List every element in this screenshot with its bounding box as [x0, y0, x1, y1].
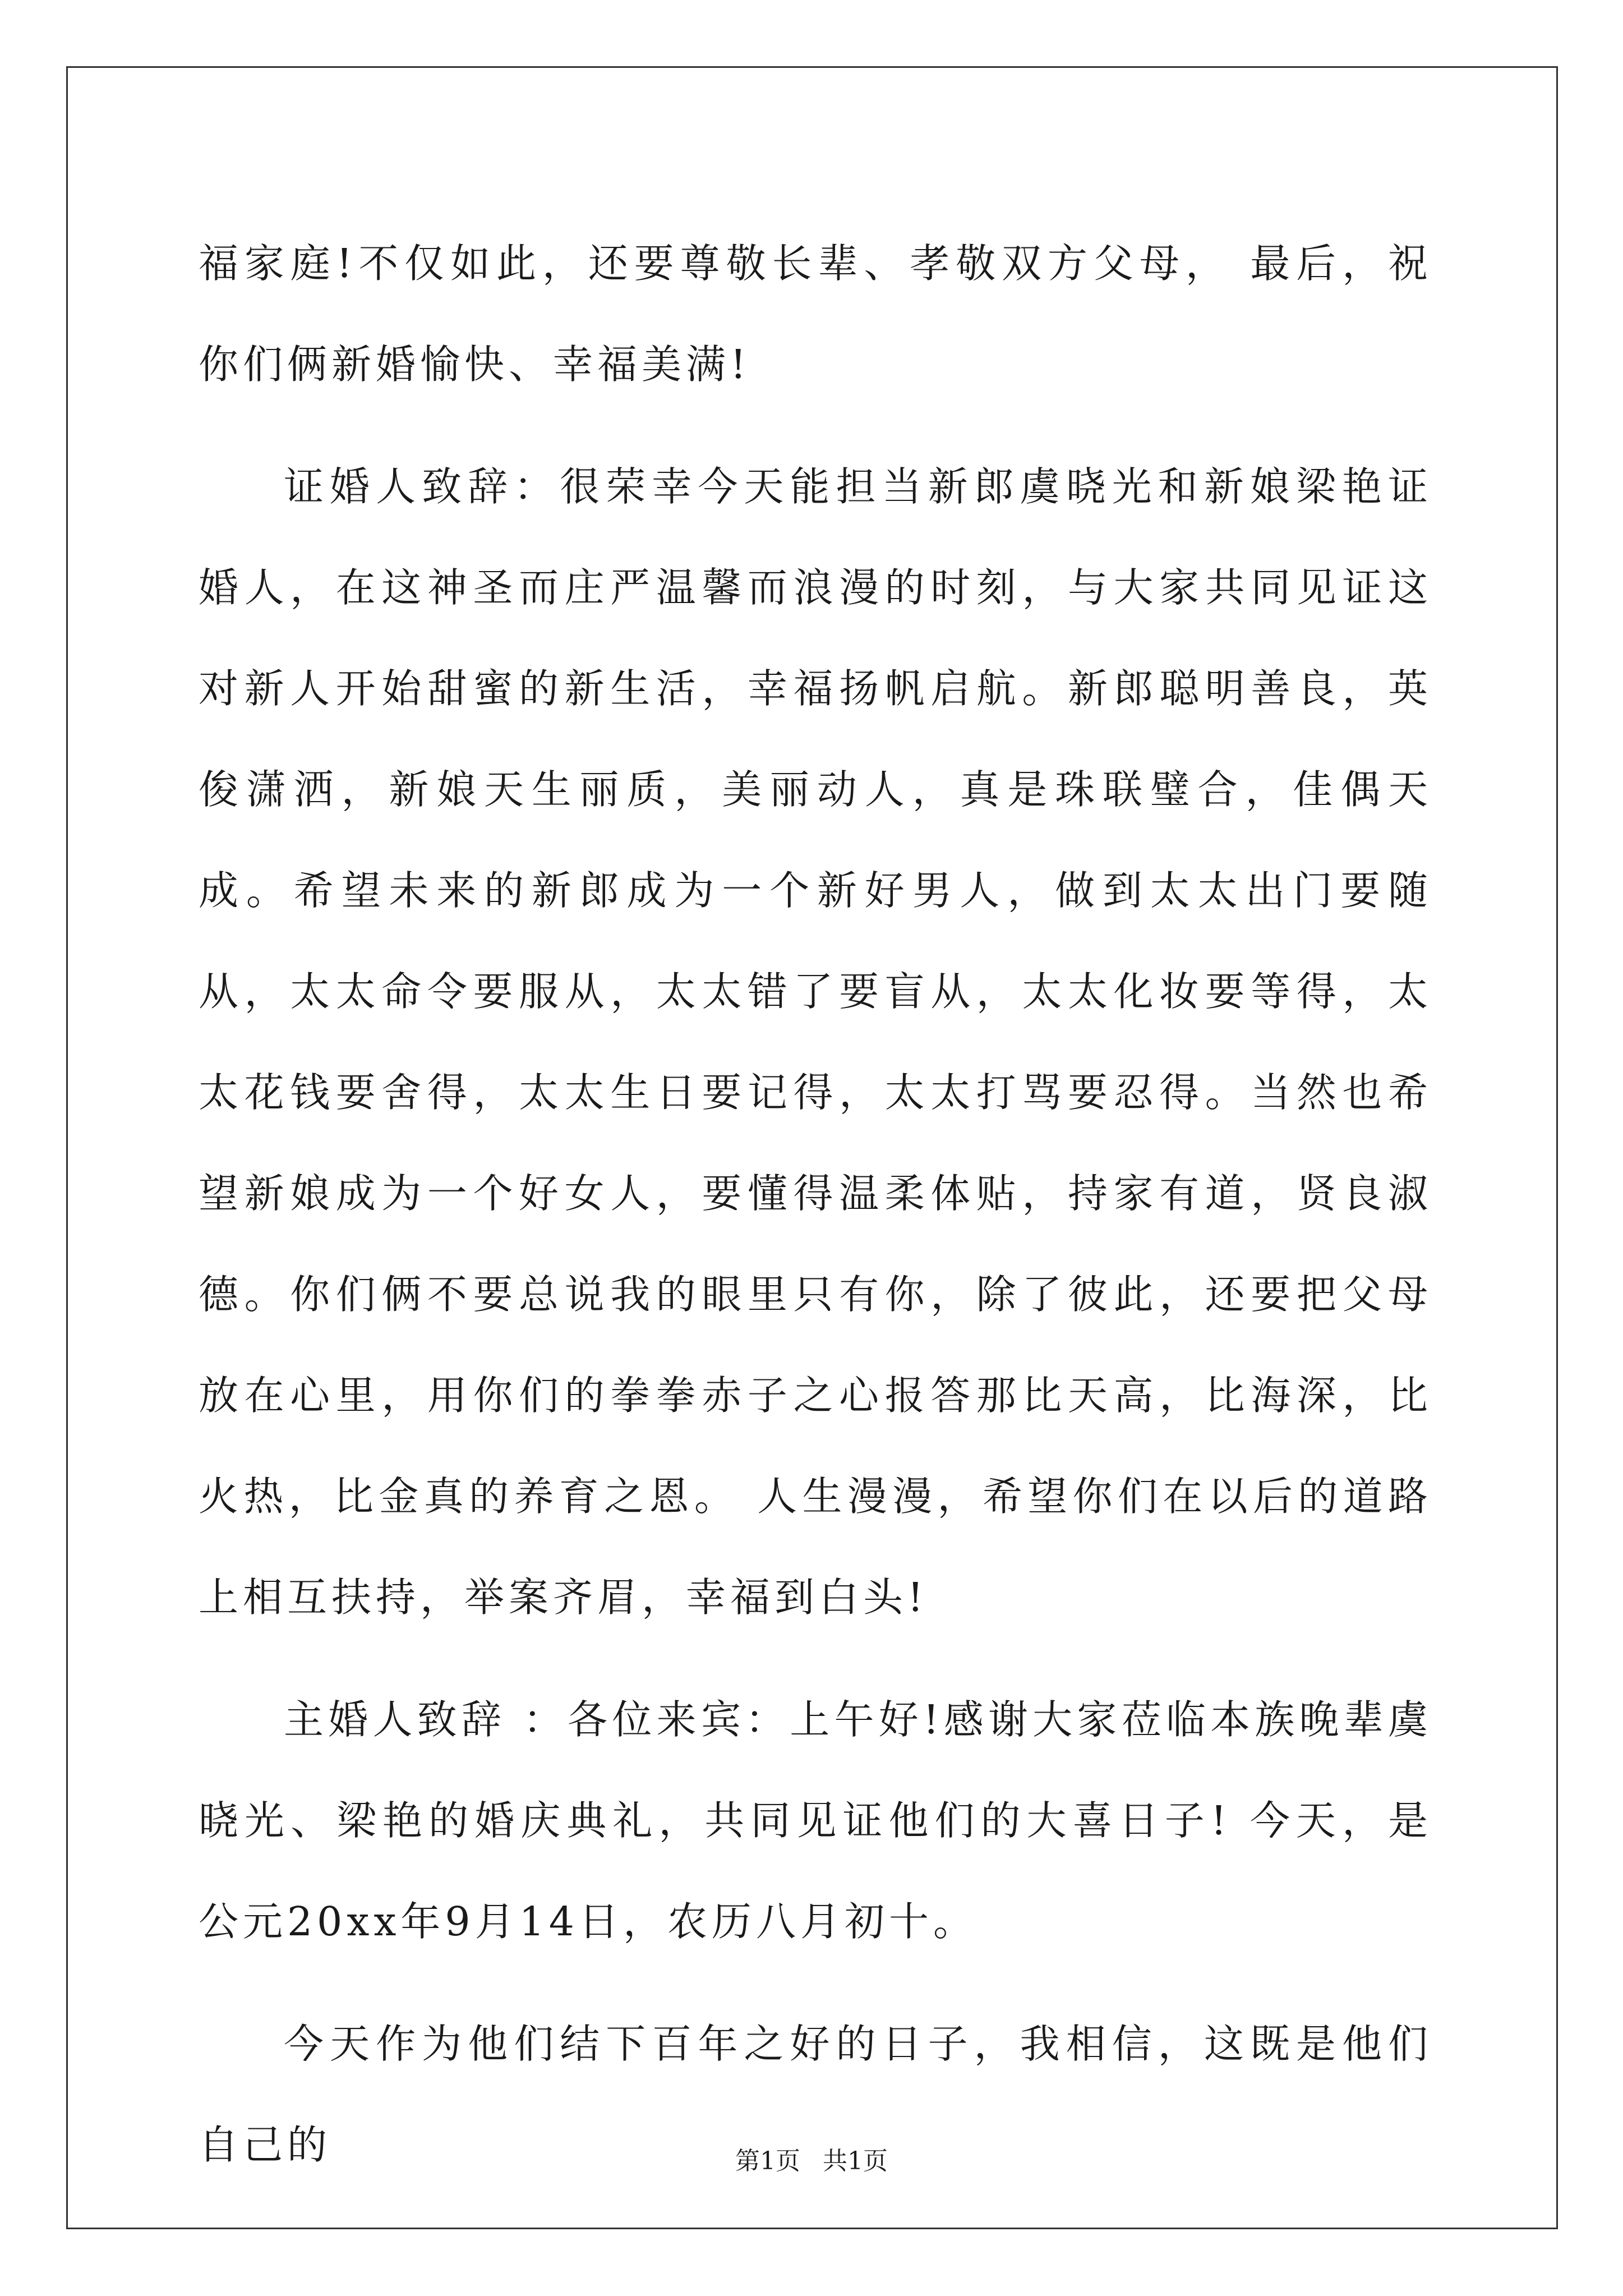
document-body [199, 213, 1432, 2217]
paragraph-continuation: 今天作为他们结下百年之好的日子，我相信，这既是他们自己的 [199, 2021, 1432, 2168]
page-footer [0, 2141, 1623, 2177]
page-total: 共1页 [823, 2147, 888, 2175]
page-number: 第1页 [735, 2147, 800, 2175]
paragraph-closing-blessing: 福家庭!不仅如此，还要尊敬长辈、孝敬双方父母， 最后，祝你们俩新婚愉快、幸福美满! [199, 240, 1432, 388]
paragraph-witness-speech: 证婚人致辞：很荣幸今天能担当新郎虞晓光和新娘梁艳证婚人，在这神圣而庄严温馨而浪漫的时刻，与大家共同见证这对新人开始甜蜜的新生活，幸福扬帆启航。新郎聪明善良，英俊潇洒，新娘天生丽质，美丽动人，真是珠联璧合，佳偶天成。希望未来的新郎成为一个新好男人，做到太太出门要随从，太太命令要服从，太太错了要盲从，太太化妆要等得，太太花钱要舍得，太太生日要记得，太太打骂要忍得。当然也希望新娘成为一个好女人，要懂得温柔体贴，持家有道，贤良淑德。你们俩不要总说我的眼里只有你，除了彼此，还要把父母放在心里，用你们的拳拳赤子之心报答那比天高，比海深，比火热，比金真的养育之恩。 人生漫漫，希望你们在以后的道路上相互扶持，举案齐眉，幸福到白头! [199, 463, 1432, 1621]
paragraph-host-speech: 主婚人致辞 ：各位来宾：上午好!感谢大家莅临本族晚辈虞晓光、梁艳的婚庆典礼，共同见证他们的大喜日子! 今天，是公元20xx年9月14日，农历八月初十。 [199, 1696, 1432, 1945]
